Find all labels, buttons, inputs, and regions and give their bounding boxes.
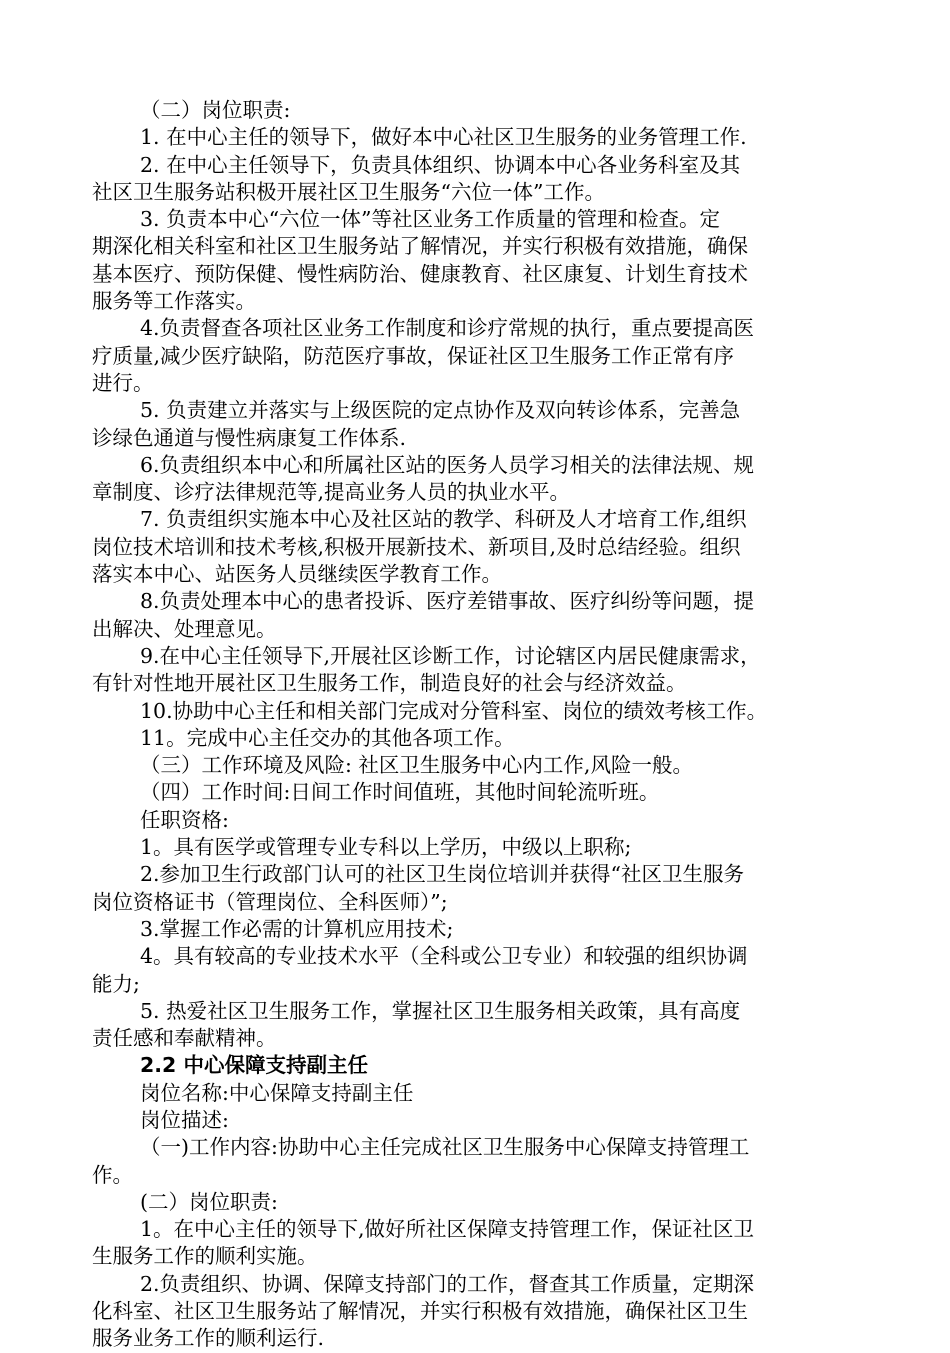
paragraph-line: 章制度、诊疗法律规范等,提高业务人员的执业水平。 (92, 480, 571, 505)
paragraph-line: 11。完成中心主任交办的其他各项工作。 (140, 725, 515, 750)
paragraph-line: 8.负责处理本中心的患者投诉、医疗差错事故、医疗纠纷等问题，提 (140, 589, 755, 614)
paragraph-line: 服务业务工作的顺利运行. (92, 1326, 325, 1351)
paragraph-line: （四）工作时间:日间工作时间值班，其他时间轮流听班。 (140, 780, 660, 805)
paragraph-line: 1。在中心主任的领导下,做好所社区保障支持管理工作，保证社区卫 (140, 1217, 755, 1242)
paragraph-line: 2.参加卫生行政部门认可的社区卫生岗位培训并获得“社区卫生服务 (140, 862, 745, 887)
paragraph-line: 社区卫生服务站积极开展社区卫生服务“六位一体”工作。 (92, 179, 605, 204)
section-heading: 2.2 中心保障支持副主任 (140, 1053, 368, 1078)
paragraph-line: 7. 负责组织实施本中心及社区站的教学、科研及人才培育工作,组织 (140, 507, 747, 532)
paragraph-line: 疗质量,减少医疗缺陷，防范医疗事故，保证社区卫生服务工作正常有序 (92, 343, 735, 368)
paragraph-line: 生服务工作的顺利实施。 (92, 1244, 318, 1269)
paragraph-line: （二）岗位职责: (140, 98, 291, 122)
paragraph-line: 5. 热爱社区卫生服务工作，掌握社区卫生服务相关政策，具有高度 (140, 998, 741, 1023)
paragraph-line: 4。具有较高的专业技术水平（全科或公卫专业）和较强的组织协调 (140, 944, 748, 969)
paragraph-line: 进行。 (92, 370, 154, 395)
paragraph-line: 5. 负责建立并落实与上级医院的定点协作及双向转诊体系，完善急 (140, 398, 741, 423)
paragraph-line: 责任感和奉献精神。 (92, 1026, 277, 1051)
paragraph-line: 1. 在中心主任的领导下，做好本中心社区卫生服务的业务管理工作. (140, 125, 747, 150)
paragraph-line: 1。具有医学或管理专业专科以上学历，中级以上职称; (140, 835, 632, 860)
paragraph-line: 4.负责督查各项社区业务工作制度和诊疗常规的执行，重点要提高医 (140, 316, 755, 341)
paragraph-line: （三）工作环境及风险: 社区卫生服务中心内工作,风险一般。 (140, 753, 693, 778)
paragraph-line: 作。 (92, 1162, 133, 1187)
paragraph-line: 2.负责组织、协调、保障支持部门的工作，督查其工作质量，定期深 (140, 1271, 755, 1296)
paragraph-line: （一)工作内容:协助中心主任完成社区卫生服务中心保障支持管理工 (140, 1135, 750, 1160)
paragraph-line: 岗位描述: (140, 1107, 229, 1132)
paragraph-line: 6.负责组织本中心和所属社区站的医务人员学习相关的法律法规、规 (140, 452, 755, 477)
paragraph-line: (二）岗位职责: (140, 1189, 278, 1214)
paragraph-line: 10.协助中心主任和相关部门完成对分管科室、岗位的绩效考核工作。 (140, 698, 768, 723)
paragraph-line: 3.掌握工作必需的计算机应用技术; (140, 916, 454, 941)
paragraph-line: 任职资格: (140, 807, 229, 832)
paragraph-line: 能力; (92, 971, 140, 996)
document-page (92, 97, 862, 1353)
paragraph-line: 岗位名称:中心保障支持副主任 (140, 1080, 414, 1105)
paragraph-line: 有针对性地开展社区卫生服务工作，制造良好的社会与经济效益。 (92, 671, 687, 696)
paragraph-line: 出解决、处理意见。 (92, 616, 277, 641)
paragraph-line: 岗位资格证书（管理岗位、全科医师）”; (92, 889, 448, 914)
paragraph-line: 服务等工作落实。 (92, 289, 256, 314)
paragraph-line: 化科室、社区卫生服务站了解情况，并实行积极有效措施，确保社区卫生 (92, 1299, 748, 1324)
paragraph-line: 3. 负责本中心“六位一体”等社区业务工作质量的管理和检查。定 (140, 207, 721, 232)
paragraph-line: 9.在中心主任领导下,开展社区诊断工作，讨论辖区内居民健康需求， (140, 643, 761, 668)
paragraph-line: 岗位技术培训和技术考核,积极开展新技术、新项目,及时总结经验。组织 (92, 534, 741, 559)
paragraph-line: 基本医疗、预防保健、慢性病防治、健康教育、社区康复、计划生育技术 (92, 261, 748, 286)
paragraph-line: 落实本中心、站医务人员继续医学教育工作。 (92, 562, 502, 587)
paragraph-line: 期深化相关科室和社区卫生服务站了解情况，并实行积极有效措施，确保 (92, 234, 748, 259)
paragraph-line: 2. 在中心主任领导下，负责具体组织、协调本中心各业务科室及其 (140, 152, 741, 177)
paragraph-line: 诊绿色通道与慢性病康复工作体系. (92, 425, 407, 450)
